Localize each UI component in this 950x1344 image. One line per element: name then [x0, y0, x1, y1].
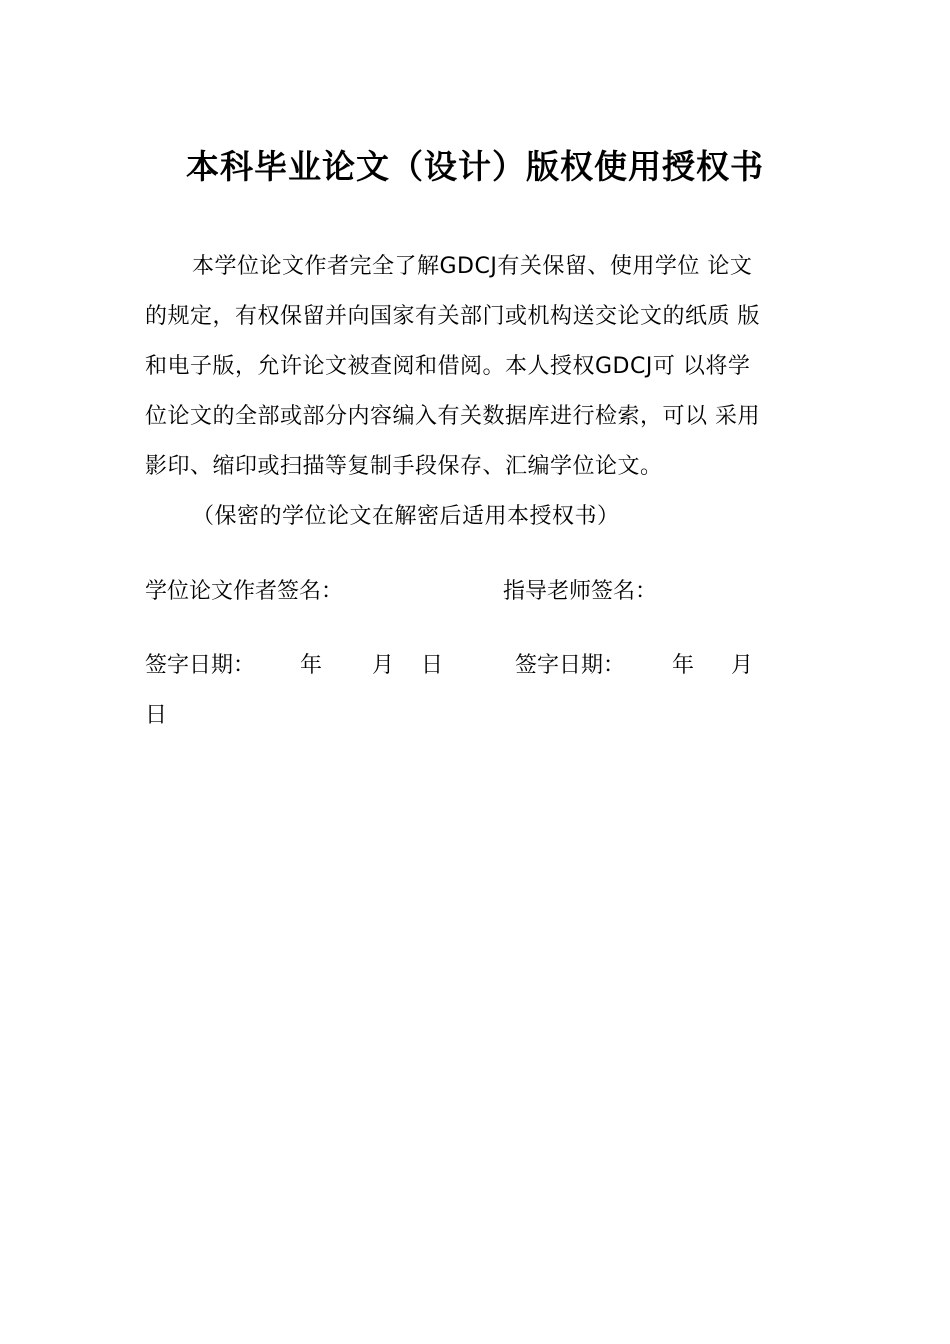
author-signature-label: 学位论文作者签名： [145, 579, 344, 604]
author-date-year: 年 [300, 653, 323, 678]
advisor-date-month: 月 [731, 653, 754, 678]
document-title: 本科毕业论文（设计）版权使用授权书 [186, 147, 764, 186]
advisor-date-day: 日 [145, 703, 168, 728]
confidentiality-note: （保密的学位论文在解密后适用本授权书） [192, 504, 620, 529]
paragraph-line-3: 和电子版，允许论文被查阅和借阅。本人授权GDCJ可 以将学 [145, 354, 751, 379]
author-date-month: 月 [372, 653, 395, 678]
advisor-signature-label: 指导老师签名： [503, 579, 658, 604]
advisor-date-year: 年 [672, 653, 695, 678]
paragraph-line-4: 位论文的全部或部分内容编入有关数据库进行检索，可以 采用 [145, 404, 760, 429]
author-date-label: 签字日期： [145, 653, 256, 678]
author-date-day: 日 [421, 653, 444, 678]
paragraph-line-1: 本学位论文作者完全了解GDCJ有关保留、使用学位 论文 [192, 254, 753, 279]
advisor-date-label: 签字日期： [515, 653, 626, 678]
paragraph-line-5: 影印、缩印或扫描等复制手段保存、汇编学位论文。 [145, 454, 663, 479]
paragraph-line-2: 的规定，有权保留并向国家有关部门或机构送交论文的纸质 版 [145, 304, 760, 329]
